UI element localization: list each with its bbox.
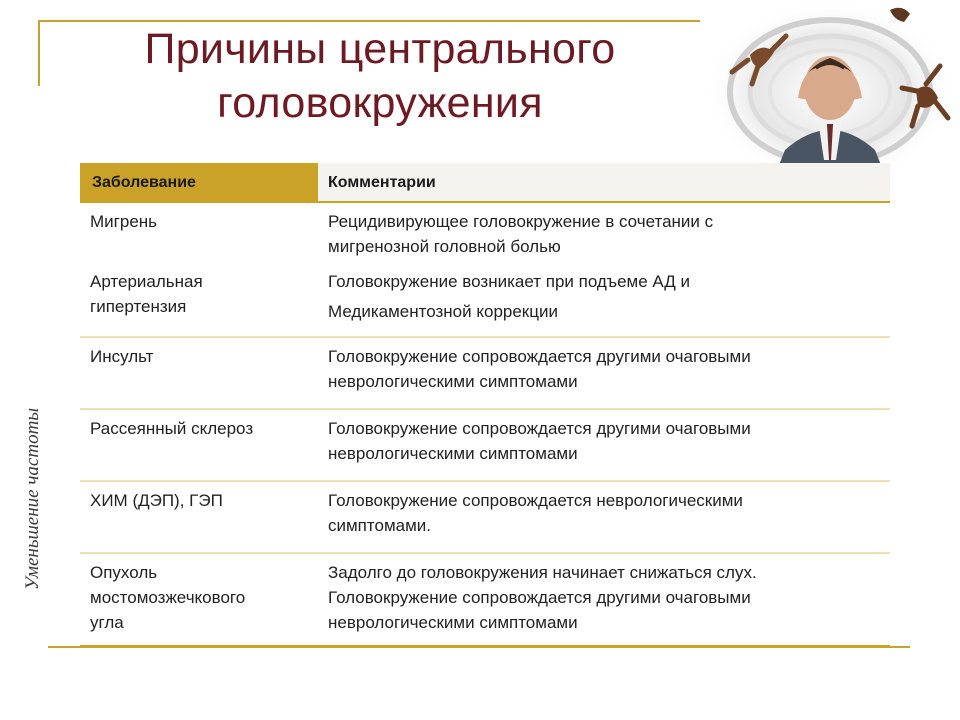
comment-text: Задолго до головокружения начинает снижаться слух. [328, 563, 757, 582]
table-row [80, 338, 890, 410]
comment-cell [318, 267, 890, 336]
disease-cell [80, 267, 318, 336]
table-header [80, 163, 890, 203]
disease-text: Инсульт [90, 347, 154, 366]
table-row [80, 267, 890, 336]
comment-text: симптомами. [328, 516, 431, 535]
comment-cell [318, 410, 890, 480]
disease-text: угла [90, 613, 124, 632]
comment-cell [318, 203, 890, 267]
disease-cell [80, 338, 318, 408]
comment-text: Головокружение сопровождается другими очаговыми [328, 419, 751, 438]
disease-cell [80, 554, 318, 645]
comment-text: Головокружение возникает при подъеме АД и [328, 272, 691, 291]
disease-text: ХИМ (ДЭП), ГЭП [90, 491, 223, 510]
table-row-group-1 [80, 203, 890, 338]
comment-text: мигренозной головной болью [328, 237, 561, 256]
disease-cell [80, 482, 318, 552]
table-row [80, 203, 890, 267]
comment-text: Головокружение сопровождается неврологическими [328, 491, 743, 510]
comment-text: неврологическими симптомами [328, 372, 578, 391]
comment-text: неврологическими симптомами [328, 613, 578, 632]
disease-text: гипертензия [90, 297, 187, 316]
comment-text: Медикаментозной коррекции [328, 302, 558, 321]
title-line-1: Причины центрального [144, 25, 616, 73]
comment-text: Рецидивирующее головокружение в сочетании с [328, 212, 714, 231]
comment-cell [318, 554, 890, 645]
causes-table [80, 163, 890, 647]
comment-text: Головокружение сопровождается другими очаговыми [328, 588, 751, 607]
disease-text: мостомозжечкового [90, 588, 246, 607]
comment-text: Головокружение сопровождается другими очаговыми [328, 347, 751, 366]
decreasing-frequency-label: Уменьшение частоты [22, 407, 43, 590]
disease-text: Артериальная [90, 272, 203, 291]
disease-text: Рассеянный склероз [90, 419, 254, 438]
disease-text: Мигрень [90, 212, 158, 231]
comment-cell [318, 482, 890, 552]
comment-cell [318, 338, 890, 408]
header-comments: Комментарии [318, 163, 890, 203]
disease-text: Опухоль [90, 563, 158, 582]
table-row [80, 554, 890, 647]
bottom-frame-line [48, 646, 910, 648]
slide-title [100, 22, 660, 130]
table-row [80, 410, 890, 482]
disease-cell [80, 410, 318, 480]
disease-cell [80, 203, 318, 267]
comment-text: неврологическими симптомами [328, 444, 578, 463]
header-disease: Заболевание [80, 163, 318, 203]
left-frame-line [38, 20, 40, 86]
table-row [80, 482, 890, 554]
title-line-2: головокружения [217, 79, 543, 127]
